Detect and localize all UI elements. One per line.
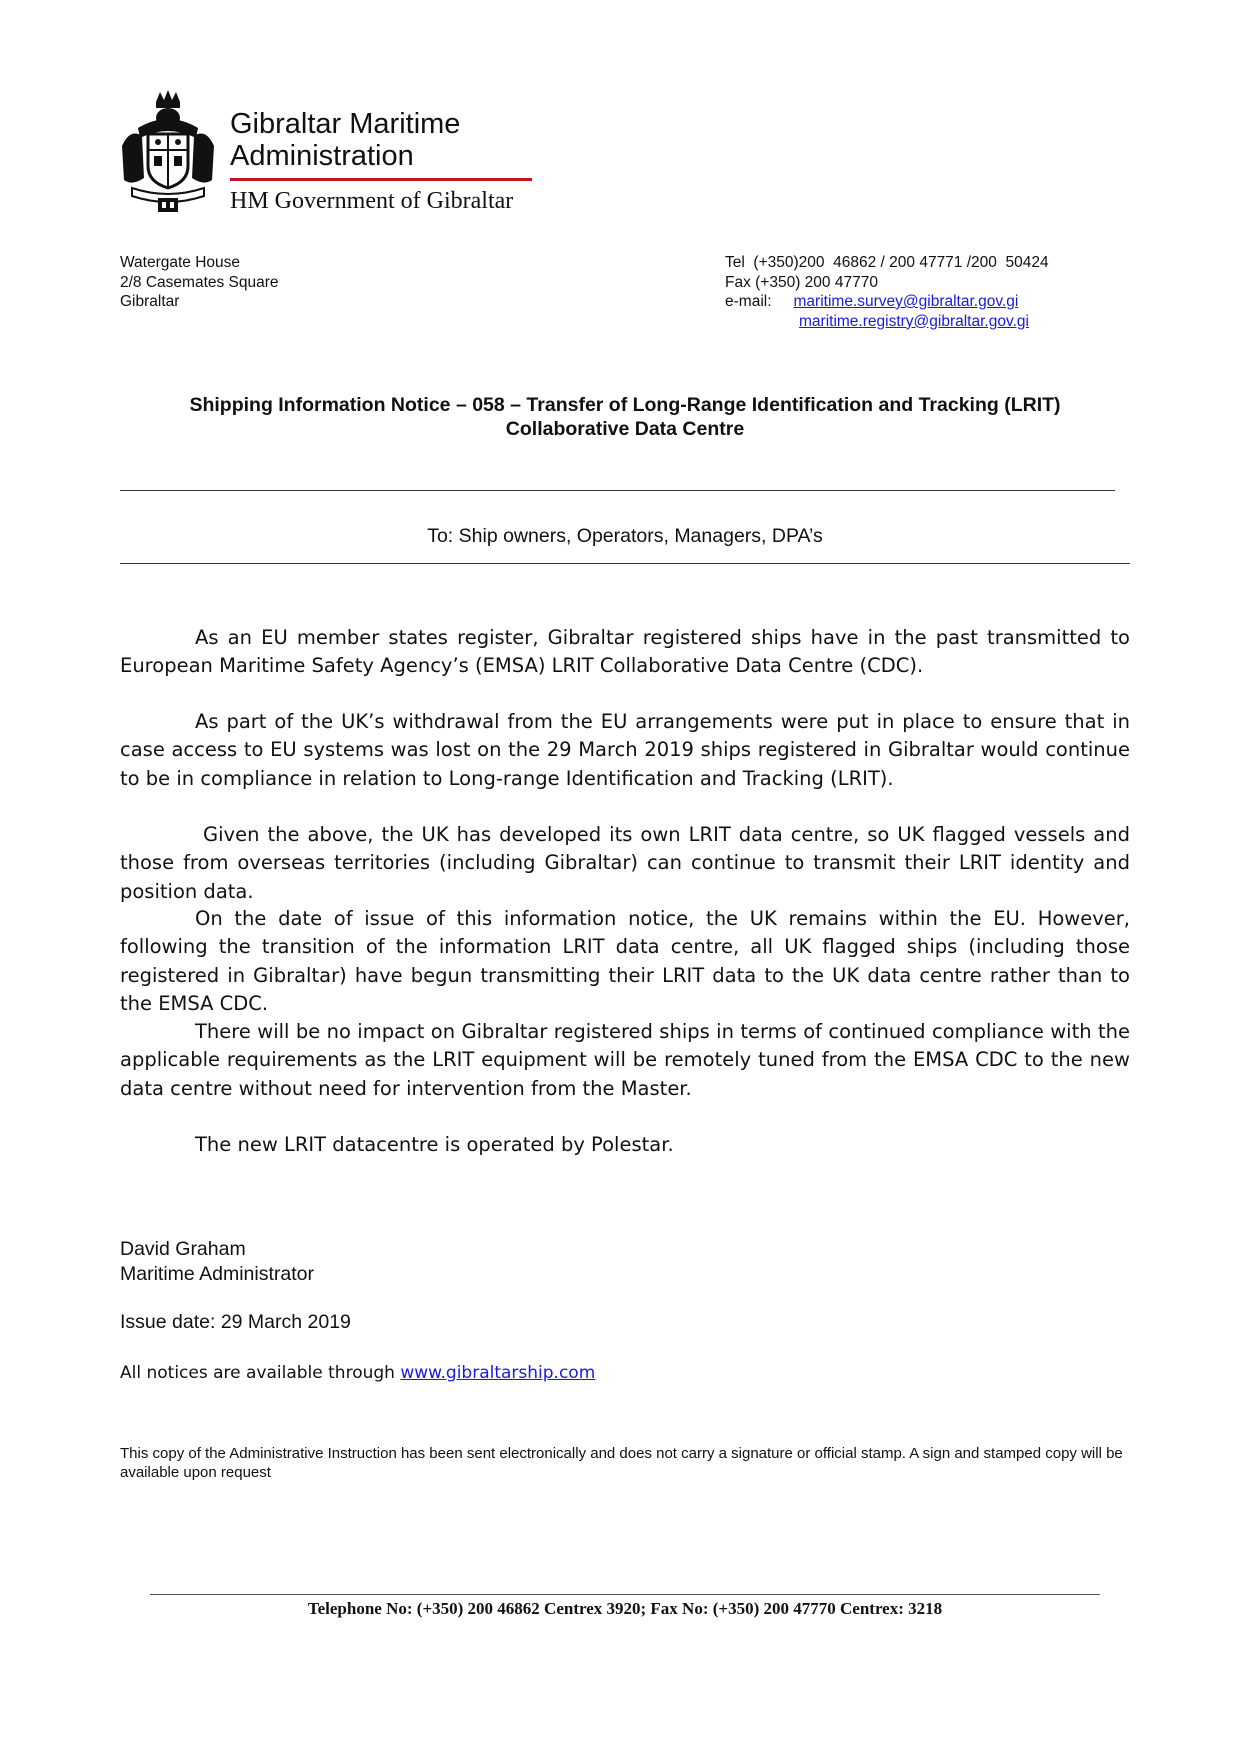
notice-title-line2: Collaborative Data Centre (505, 418, 745, 440)
telephone: Tel (+350)200 46862 / 200 47771 /200 50424 (725, 254, 1049, 271)
body-paragraph (120, 905, 1130, 1018)
contact-block (725, 253, 1049, 331)
government-name: HM Government of Gibraltar (230, 188, 514, 214)
body-paragraph (120, 624, 1130, 681)
recipients: To: Ship owners, Operators, Managers, DPA’s (427, 525, 823, 547)
divider (120, 490, 1115, 491)
header-red-rule (230, 178, 532, 181)
signatory-name: David Graham (120, 1238, 246, 1260)
signatory-title: Maritime Administrator (120, 1263, 314, 1285)
fax: Fax (+350) 200 47770 (725, 273, 878, 291)
email-label: e-mail: (725, 293, 772, 310)
paragraph-text: Given the above, the UK has developed its own LRIT data centre, so UK flagged vessels and those from overseas territories (including Gibraltar) can continue to transmit their LRIT identity and position data. (120, 823, 1130, 903)
notices-availability (120, 1362, 595, 1384)
divider (120, 563, 1130, 564)
email-survey-link[interactable]: maritime.survey@gibraltar.gov.gi (793, 293, 1019, 310)
paragraph-text: As part of the UK’s withdrawal from the EU arrangements were put in place to ensure that in case access to EU systems was lost on the 29 March 2019 ships registered in Gibraltar would continue to be in compliance in relation to Long-range Identification and Tracking (LRIT). (120, 710, 1130, 790)
body-paragraph (120, 708, 1130, 793)
body-paragraph (120, 1131, 1130, 1159)
address-block (120, 253, 279, 312)
issue-date: Issue date: 29 March 2019 (120, 1311, 351, 1333)
body-paragraph (120, 1018, 1130, 1103)
address-line: 2/8 Casemates Square (120, 273, 279, 291)
footer-divider (150, 1594, 1100, 1595)
notices-text: All notices are available through (120, 1363, 401, 1383)
notice-title (120, 393, 1130, 441)
org-name-line2: Administration (230, 140, 414, 172)
email-row (725, 292, 1049, 312)
address-line: Watergate House (120, 254, 241, 271)
org-name-line1: Gibraltar Maritime (230, 108, 461, 140)
coat-of-arms-icon (118, 88, 218, 214)
notice-title-line1: Shipping Information Notice – 058 – Transfer of Long-Range Identification and Tracking (LRIT) (189, 394, 1061, 416)
paragraph-text: There will be no impact on Gibraltar registered ships in terms of continued compliance with the applicable requirements as the LRIT equipment will be remotely tuned from the EMSA CDC to the new data centre without need for intervention from the Master. (120, 1020, 1130, 1100)
paragraph-text: On the date of issue of this information notice, the UK remains within the EU. However, following the transition of the information LRIT data centre, all UK flagged ships (including those registered in Gibraltar) have begun transmitting their LRIT data to the UK data centre rather than to the EMSA CDC. (120, 907, 1130, 1015)
website-link[interactable]: www.gibraltarship.com (400, 1363, 596, 1383)
paragraph-text: As an EU member states register, Gibraltar registered ships have in the past transmitted to European Maritime Safety Agency’s (EMSA) LRIT Collaborative Data Centre (CDC). (120, 626, 1130, 678)
email-registry-link[interactable]: maritime.registry@gibraltar.gov.gi (799, 312, 1029, 330)
email-row-2 (725, 312, 1049, 332)
footer-contact: Telephone No: (+350) 200 46862 Centrex 3920; Fax No: (+350) 200 47770 Centrex: 3218 (307, 1599, 943, 1618)
paragraph-text: The new LRIT datacentre is operated by Polestar. (195, 1133, 674, 1156)
body-paragraph (120, 821, 1130, 906)
address-line: Gibraltar (120, 293, 180, 310)
electronic-copy-note: This copy of the Administrative Instruction has been sent electronically and does not carry a signature or official stamp. A sign and stamped copy will be available upon request (120, 1445, 1123, 1481)
